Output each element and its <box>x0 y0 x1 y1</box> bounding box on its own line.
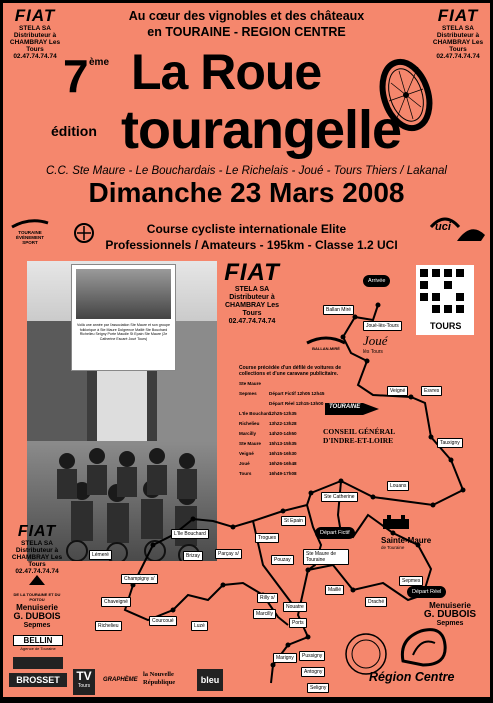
sainte-maure-sub: de Touraine <box>381 545 405 550</box>
credit-agricole-icon <box>27 573 47 587</box>
fiat-logo: FIAT <box>224 259 280 286</box>
title-line-2: tourangelle <box>121 100 402 160</box>
schedule-time: 14h20-14h50 <box>269 431 297 436</box>
map-place-ste-catherine: Ste Catherine <box>321 492 358 502</box>
course-line-2: Professionnels / Amateurs - 195km - Classe 1.2 UCI <box>105 238 398 252</box>
map-place-maille: Maillé <box>325 585 344 595</box>
header-line-1: Au cœur des vignobles et des châteaux <box>128 9 365 23</box>
touraine-evenement-logo <box>9 219 51 245</box>
dubois-text: G. DUBOIS <box>423 609 477 620</box>
schedule-time: Départ Fictif 12h05 12h45 <box>269 391 325 396</box>
edition-number: 7 <box>63 50 89 102</box>
map-place-lemere: Lémeré <box>89 550 112 560</box>
bellin-text: BELLIN <box>13 635 63 646</box>
dubois-sponsor-left <box>9 603 65 630</box>
credit-agricole-text: DE LA TOURAINE ET DU POITOU <box>13 592 61 602</box>
schedule-time: 15h13-15h35 <box>269 441 297 446</box>
schedule-place: Tours <box>239 471 252 476</box>
schedule-place: Richelieu <box>239 421 260 426</box>
fiat-line-1: STELA SA <box>442 25 474 32</box>
map-place-trogues: Trogues <box>255 533 279 543</box>
schedule-intro: Course précédée d'un défilé de voitures de collections et d'une caravane publicitaire. <box>239 365 342 377</box>
map-place-joue: Joué-lès-Tours <box>363 321 402 331</box>
route-description: C.C. Ste Maure - Le Bouchardais - Le Richelais - Joué - Tours Thiers / Lakanal <box>46 165 447 177</box>
map-place-esvres: Esvres <box>421 386 442 396</box>
bellin-sub: Agence de Touraine <box>20 646 56 651</box>
map-place-parcay: Parçay s/ <box>215 549 242 559</box>
map-place-rilly: Rilly s/ <box>257 593 278 603</box>
race-date: Dimanche 23 Mars 2008 <box>88 177 405 208</box>
map-place-louans: Louans <box>387 481 409 491</box>
sainte-maure-text: Sainte-Maure <box>381 536 432 545</box>
helmet-logo-icon <box>455 221 487 247</box>
tours-text: TOURS <box>430 321 462 331</box>
fiat-line-1: STELA SA <box>234 286 270 293</box>
fiat-phone: 02.47.74.74.74 <box>228 318 276 325</box>
map-place-marcilly: Marcilly <box>253 609 276 619</box>
joue-text: Joué <box>363 333 388 348</box>
header-line-2: en TOURAINE - REGION CENTRE <box>147 25 346 39</box>
edition-suffix: ème <box>89 57 110 68</box>
schedule-place: Joué <box>239 461 250 466</box>
schedule-time: 16h49-17h08 <box>269 471 297 476</box>
fiat-line-3: CHAMBRAY Les Tours <box>432 39 484 53</box>
map-place-veigne: Veigné <box>387 386 408 396</box>
map-place-antogny: Antogny <box>301 667 325 677</box>
sepmes-text: Sepmes <box>23 622 51 629</box>
schedule-time: 12h25-12h35 <box>269 411 297 416</box>
tv-tours-logo <box>73 669 95 695</box>
schedule-place: Marcilly <box>239 431 257 436</box>
map-place-nouatre: Nouatre <box>283 602 307 612</box>
touraine-evenement-text: TOURAINE ÉVÉNEMENT SPORT <box>15 230 44 245</box>
fiat-line-2: Distributeur à <box>229 294 275 301</box>
region-centre-text: Région Centre <box>369 670 455 684</box>
region-centre-icon <box>393 625 453 669</box>
schedule-place: Ste Maure <box>239 441 261 446</box>
poster <box>3 3 490 697</box>
map-place-luze: Luzé <box>191 621 208 631</box>
title-line-1: La Roue <box>131 44 322 100</box>
map-place-ports: Ports <box>289 618 307 628</box>
schedule-time: Départ Réel 12h15-13h00 <box>269 401 324 406</box>
graphene-logo: GRAPHÈME <box>103 677 138 683</box>
conseil-line-1: CONSEIL GÉNÉRAL <box>323 427 396 436</box>
map-place-ile-bouchard: L'Ile Bouchard <box>171 529 209 539</box>
dubois-text: G. DUBOIS <box>13 611 61 621</box>
map-place-seligny: Seligny <box>307 683 329 693</box>
fiat-sponsor-left <box>9 523 65 575</box>
sainte-maure-logo <box>381 513 461 550</box>
schedule-place: Ste Maure <box>239 381 261 386</box>
map-place-chaveigne: Chaveigné <box>101 597 131 607</box>
tv-sub: Tours <box>77 683 91 689</box>
fiat-logo: FIAT <box>17 523 57 540</box>
credit-agricole-logo <box>9 573 65 602</box>
cave-logo <box>13 657 63 669</box>
map-place-ballan-mire: Ballan Miré <box>323 305 354 315</box>
fiat-line-1: STELA SA <box>21 540 53 547</box>
fiat-logo: FIAT <box>437 6 479 25</box>
menuiserie-text: Menuiserie <box>16 603 58 612</box>
map-place-brizay: Brizay <box>183 551 203 561</box>
map-place-richelieu: Richelieu <box>95 621 122 631</box>
schedule-place: Sepmes <box>239 391 257 396</box>
map-place-pouzay: Pouzay <box>271 555 294 565</box>
fiat-line-2: Distributeur à <box>15 547 59 554</box>
fiat-line-1: STELA SA <box>19 25 51 32</box>
schedule-time: 16h26-16h48 <box>269 461 297 466</box>
fiat-phone: 02.47.74.74.74 <box>436 53 480 60</box>
castle-icon <box>381 513 411 531</box>
map-place-depart-fictif: Départ Fictif <box>315 527 355 539</box>
fiat-line-3: CHAMBRAY Les Tours <box>224 302 280 317</box>
tv-text: TV <box>76 669 92 683</box>
map-place-depart-reel: Départ Réel <box>407 586 446 598</box>
joue-sub-text: lès Tours <box>363 349 383 355</box>
photo-caption: Voilà une année par l'association Ste Maure et son groupe folklorique à Ste Maure Dolgrence Maillé Ste Bouchard Richelieu Seigny Porte Maudie St Epain Ste Maure (2e Catherine Escaré Joué Tours) <box>77 323 170 341</box>
fiat-phone: 02.47.74.74.74 <box>15 568 59 575</box>
fiat-line-2: Distributeur à <box>436 32 480 39</box>
map-place-courcoue: Courcoué <box>149 616 177 626</box>
fiat-line-3: CHAMBRAY Les Tours <box>11 554 63 568</box>
map-place-champigny: Champigny s/ <box>121 574 158 584</box>
sepmes-text: Sepmes <box>436 620 464 627</box>
france-bleu-logo: bleu <box>197 669 223 691</box>
edition-word: édition <box>51 123 97 139</box>
map-place-tauxigny: Tauxigny <box>437 438 463 448</box>
schedule-time: 13h22-13h28 <box>269 421 297 426</box>
fiat-line-3: CHAMBRAY Les Tours <box>9 39 61 53</box>
map-place-marigny: Marigny <box>273 653 297 663</box>
ballan-text: BALLAN-MIRÉ <box>312 346 340 351</box>
swoosh-icon <box>10 219 50 229</box>
touraine-text: TOURAINE <box>329 404 361 410</box>
fiat-phone: 02.47.74.74.74 <box>13 53 57 60</box>
map-place-arrivee: Arrivée <box>363 275 390 287</box>
nouvelle-republique-logo <box>143 671 175 687</box>
map-place-st-epain: St Epain <box>281 516 306 526</box>
conseil-line-2: D'INDRE-ET-LOIRE <box>323 436 394 445</box>
schedule-place: L'Ile Bouchard <box>239 411 271 416</box>
menuiserie-text: Menuiserie <box>429 601 471 610</box>
map-place-ste-maure: Ste Maure de Touraine <box>303 549 349 565</box>
schedule-time: 16h15-16h30 <box>269 451 297 456</box>
bellin-logo <box>13 635 63 651</box>
uci-text: uci <box>435 221 451 233</box>
fiat-line-2: Distributeur à <box>13 32 57 39</box>
brosset-logo: BROSSET <box>9 673 67 687</box>
fiat-sponsor-top-left <box>9 7 61 60</box>
nr-line-1: la Nouvelle <box>143 671 174 678</box>
schedule-place: Veigné <box>239 451 254 456</box>
map-place-drache: Draché <box>365 597 387 607</box>
fiat-logo: FIAT <box>14 6 56 25</box>
course-line-1: Course cycliste internationale Elite <box>146 222 347 236</box>
map-place-sepmes: Sepmes <box>399 576 423 586</box>
nr-line-2: République <box>143 679 176 686</box>
dubois-sponsor-right <box>415 601 485 628</box>
map-place-pussigny: Pussigny <box>299 651 325 661</box>
